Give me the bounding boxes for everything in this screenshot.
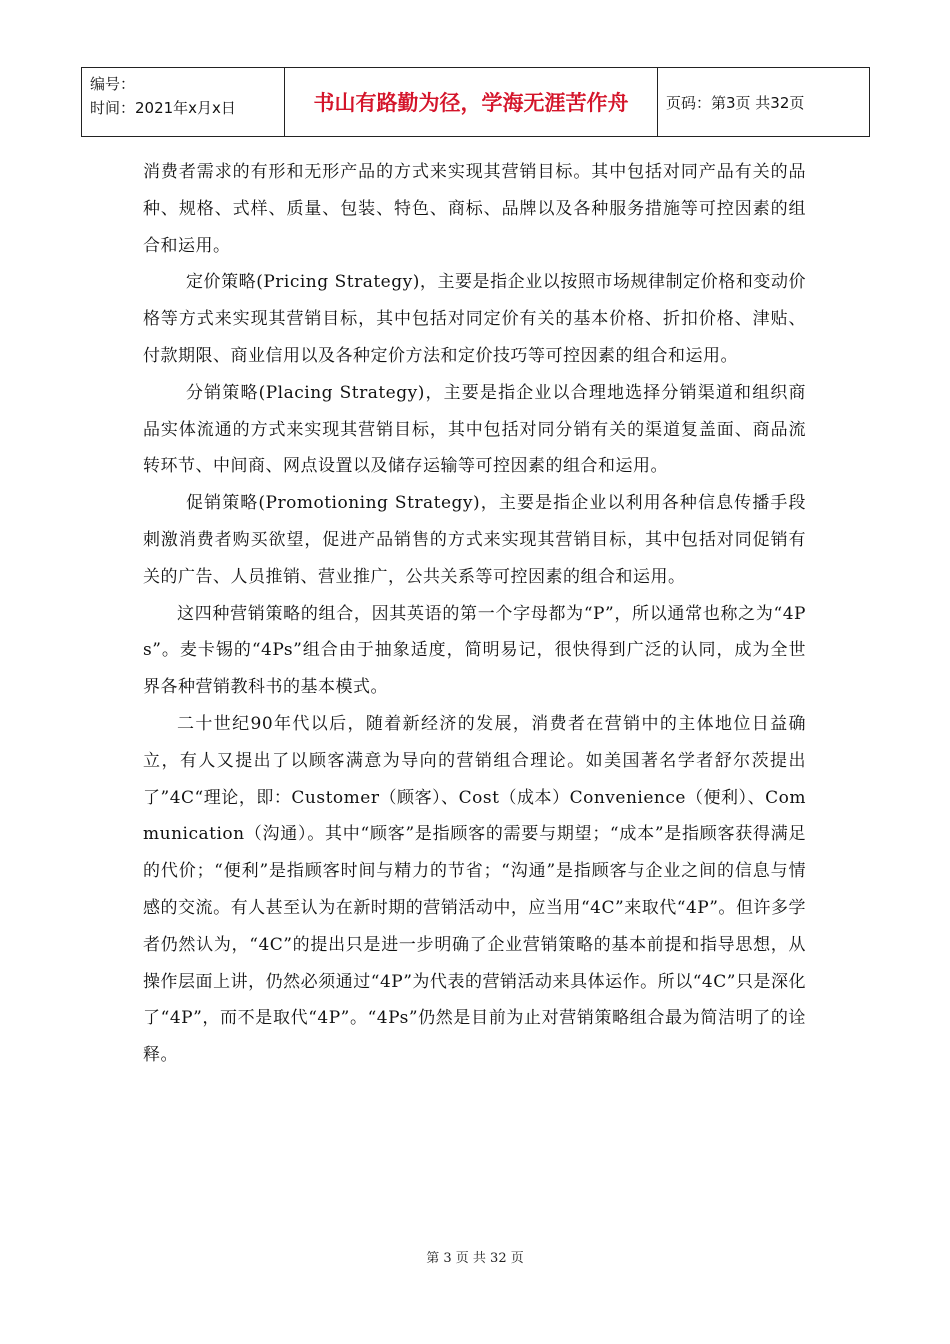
header-motto: 书山有路勤为径，学海无涯苦作舟 [285,68,658,136]
paragraph: 这四种营销策略的组合，因其英语的第一个字母都为“P”，所以通常也称之为“4Ps”。麦卡锡的“4Ps”组合由于抽象适度，简明易记，很快得到广泛的认同，成为全世界各种营销教科书的基本模式。 [143,603,806,698]
paragraph: 消费者需求的有形和无形产品的方式来实现其营销目标。其中包括对同产品有关的品种、规格、式样、质量、包装、特色、商标、品牌以及各种服务措施等可控因素的组合和运用。 [143,162,806,256]
paragraph: 分销策略(Placing Strategy)，主要是指企业以合理地选择分销渠道和组织商品实体流通的方式来实现其营销目标，其中包括对同分销有关的渠道复盖面、商品流转环节、中间商、网点设置以及储存运输等可控因素的组合和运用。 [143,382,806,477]
paragraph: 定价策略(Pricing Strategy)，主要是指企业以按照市场规律制定价格和变动价格等方式来实现其营销目标，其中包括对同定价有关的基本价格、折扣价格、津贴、付款期限、商业信用以及各种定价方法和定价技巧等可控因素的组合和运用。 [143,272,806,366]
number-label: 编号： [90,75,136,93]
page-footer: 第 3 页 共 32 页 [426,1251,524,1266]
document-header [81,67,870,137]
header-page-info: 页码：第3页 共32页 [666,93,805,112]
paragraph: 促销策略(Promotioning Strategy)，主要是指企业以利用各种信息传播手段刺激消费者购买欲望，促进产品销售的方式来实现其营销目标，其中包括对同促销有关的广告、人员推销、营业推广，公共关系等可控因素的组合和运用。 [143,493,806,587]
header-meta [82,68,285,136]
document-body [143,154,806,1074]
time-label: 时间：2021年x月x日 [90,99,236,117]
paragraph: 二十世纪90年代以后，随着新经济的发展，消费者在营销中的主体地位日益确立，有人又提出了以顾客满意为导向的营销组合理论。如美国著名学者舒尔茨提出了”4C“理论，即：Customer（顾客）、Cost（成本）Convenience（便利）、Communication（沟通）。其中“顾客”是指顾客的需要与期望；“成本”是指顾客获得满足的代价；“便利”是指顾客时间与精力的节省；“沟通”是指顾客与企业之间的信息与情感的交流。有人甚至认为在新时期的营销活动中，应当用“4C”来取代“4P”。但许多学者仍然认为，“4C”的提出只是进一步明确了企业营销策略的基本前提和指导思想，从操作层面上讲，仍然必须通过“4P”为代表的营销活动来具体运作。所以“4C”只是深化了“4P”，而不是取代“4P”。“4Ps”仍然是目前为止对营销策略组合最为简洁明了的诠释。 [143,713,806,1066]
